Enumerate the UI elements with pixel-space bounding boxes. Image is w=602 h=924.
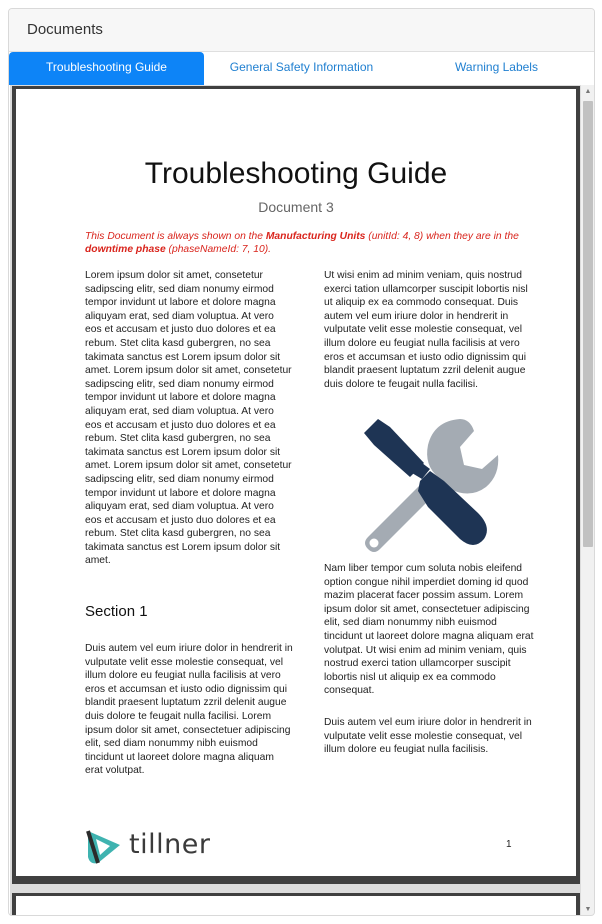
notice-text: (unitId: 4, 8) when they are in the: [365, 231, 519, 242]
tab-general-safety-information[interactable]: General Safety Information: [229, 60, 374, 74]
page-number: 1: [506, 839, 512, 850]
scroll-thumb[interactable]: [583, 101, 593, 547]
paragraph: Duis autem vel eum iriure dolor in hendrerit in vulputate velit esse molestie consequat, vel illum dolore eu feugiat nulla facilisis at vero eros et accumsan et iusto odio dignissim qui blandit praesent luptatum zzril delenit augue duis dolore te feugait nulla facilisi. Lorem ipsum dolor sit amet, consectetuer adipiscing elit, sed diam nonummy nibh euismod tincidunt ut laoreet dolore magna aliquam erat volutpat.: [85, 643, 293, 777]
notice-phase: downtime phase: [85, 244, 166, 255]
notice-unit: Manufacturing Units: [265, 231, 366, 242]
document-title: Troubleshooting Guide: [144, 157, 448, 190]
scroll-down-icon[interactable]: ▼: [584, 906, 592, 913]
paragraph: Nam liber tempor cum soluta nobis eleifend option congue nihil imperdiet doming id quod mazim placerat facer possim assum. Lorem ipsum dolor sit amet, consectetuer adipiscing elit, sed diam nonummy nibh euismod tincidunt ut laoreet dolore magna aliquam erat volutpat. Ut wisi enim ad minim veniam, quis nostrud exerci tation ullamcorper suscipit lobortis nisl ut aliquip ex ea commodo consequat.: [324, 563, 534, 697]
tab-troubleshooting-guide[interactable]: Troubleshooting Guide: [9, 52, 204, 85]
document-viewer[interactable]: [10, 85, 595, 916]
section-text: [85, 642, 293, 778]
tillner-logo: [84, 827, 214, 867]
visibility-notice: [85, 230, 525, 256]
left-column-text: [85, 269, 293, 568]
right-column-text-2: [324, 562, 536, 698]
logo-text: tillner: [129, 829, 211, 860]
tools-icon: [360, 415, 500, 555]
right-column-text: [324, 269, 534, 391]
page-frame: [12, 86, 580, 884]
documents-panel: [8, 8, 595, 916]
viewer-scrollbar[interactable]: [581, 85, 595, 916]
scroll-up-icon[interactable]: ▲: [584, 88, 592, 95]
right-column-text-3: [324, 716, 536, 757]
tillner-logo-icon: [84, 827, 124, 867]
tab-warning-labels[interactable]: Warning Labels: [455, 60, 538, 74]
document-tabs: [9, 52, 594, 85]
paragraph: Ut wisi enim ad minim veniam, quis nostrud exerci tation ullamcorper suscipit lobortis nisl ut aliquip ex ea commodo consequat. Duis autem vel eum iriure dolor in hendrerit in vulputate velit esse molestie consequat, vel illum dolore eu feugiat nulla facilisis at vero eros et accumsan et iusto odio dignissim qui blandit praesent luptatum zzril delenit augue duis dolore te feugait nulla facilisi.: [324, 270, 528, 390]
section-heading: Section 1: [85, 603, 148, 620]
paragraph: Lorem ipsum dolor sit amet, consetetur sadipscing elitr, sed diam nonumy eirmod tempor invidunt ut labore et dolore magna aliquyam erat, sed diam voluptua. At vero eos et accusam et justo duo dolores et ea rebum. Stet clita kasd gubergren, no sea takimata sanctus est Lorem ipsum dolor sit amet. Lorem ipsum dolor sit amet, consetetur sadipscing elitr, sed diam nonumy eirmod tempor invidunt ut labore et dolore magna aliquyam erat, sed diam voluptua. At vero eos et accusam et justo duo dolores et ea rebum. Stet clita kasd gubergren, no sea takimata sanctus est Lorem ipsum dolor sit amet. Lorem ipsum dolor sit amet, consetetur sadipscing elitr, sed diam nonumy eirmod tempor invidunt ut labore et dolore magna aliquyam erat, sed diam voluptua. At vero eos et accusam et justo duo dolores et ea rebum. Stet clita kasd gubergren, no sea takimata sanctus est Lorem ipsum dolor sit amet.: [85, 270, 292, 567]
panel-title: Documents: [9, 9, 594, 52]
next-page: [16, 896, 576, 916]
paragraph: Duis autem vel eum iriure dolor in hendrerit in vulputate velit esse molestie consequat, vel illum dolore eu feugiat nulla facilisis.: [324, 717, 532, 756]
next-page-frame: [12, 893, 580, 916]
document-page: [16, 89, 576, 876]
notice-text: (phaseNameId: 7, 10).: [165, 244, 271, 255]
document-subtitle: Document 3: [258, 199, 334, 215]
notice-text: This Document is always shown on the: [85, 231, 266, 242]
